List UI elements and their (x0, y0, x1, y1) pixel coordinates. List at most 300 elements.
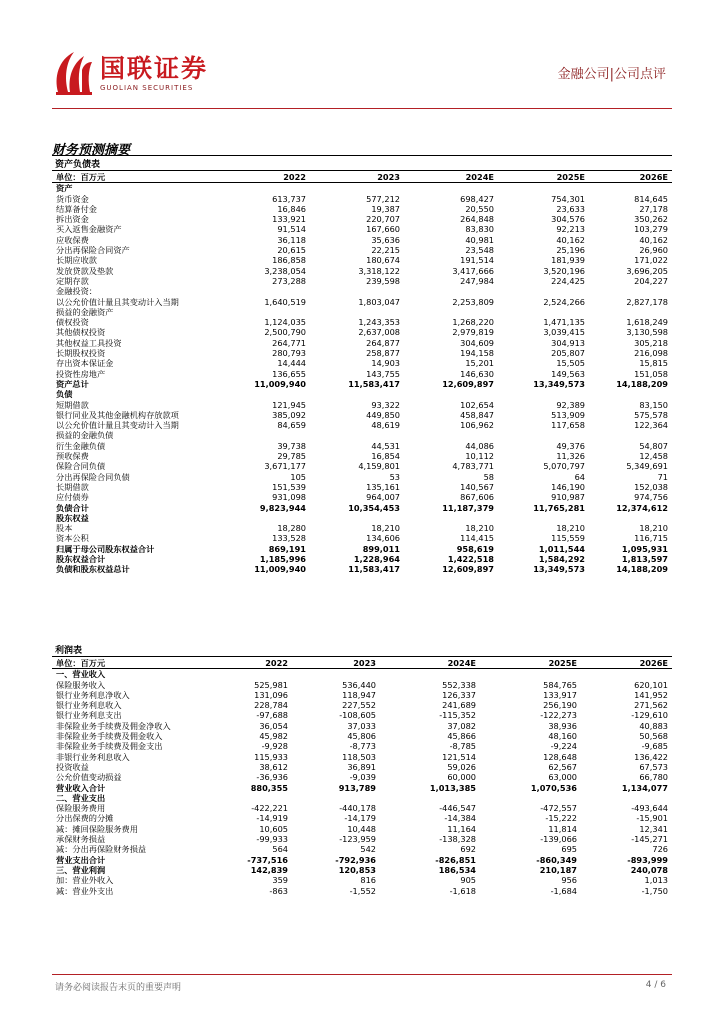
cell-value: 20,615 (277, 245, 306, 256)
cell-value: 122,364 (634, 420, 668, 431)
cell-value: 53 (389, 471, 400, 482)
table-row (52, 752, 672, 762)
table-row (52, 482, 672, 492)
cell-value: 151,058 (634, 368, 668, 379)
table-row (52, 875, 672, 885)
cell-value: -99,933 (256, 834, 288, 845)
cell-value (404, 389, 498, 399)
cell-value: 83,830 (465, 224, 494, 235)
cell-value: 11,164 (447, 823, 476, 834)
cell-value: 29,785 (277, 451, 306, 462)
cell-value: -440,178 (339, 803, 376, 814)
table-row (52, 276, 672, 286)
row-label: 定期存款 (56, 275, 89, 286)
year-header: 2025E (498, 172, 589, 183)
table-row (52, 204, 672, 214)
cell-value: 58 (483, 471, 494, 482)
cell-value: 305,218 (634, 337, 668, 348)
cell-value: -14,384 (444, 813, 476, 824)
table-row (52, 680, 672, 690)
cell-value: 120,853 (338, 864, 376, 875)
cell-value (498, 307, 589, 317)
cell-value: 38,936 (548, 720, 577, 731)
cell-value: 1,422,518 (447, 553, 494, 564)
cell-value (589, 183, 672, 194)
cell-value: -8,773 (349, 741, 376, 752)
cell-value: 11,814 (548, 823, 577, 834)
cell-value: 867,606 (460, 492, 494, 503)
row-label: 分出保费的分摊 (56, 813, 114, 824)
cell-value: -472,557 (540, 803, 577, 814)
cell-value: 5,349,691 (626, 461, 668, 472)
table-row (52, 358, 672, 368)
table-row (52, 721, 672, 731)
table-row (52, 472, 672, 482)
table-row (52, 762, 672, 772)
table-row (52, 513, 672, 523)
cell-value: 12,341 (639, 823, 668, 834)
cell-value: 3,671,177 (264, 461, 306, 472)
cell-value: 220,707 (366, 214, 400, 225)
cell-value: 956 (561, 875, 577, 886)
table-row (52, 855, 672, 865)
cell-value: 18,210 (639, 523, 668, 534)
cell-value: 115,933 (254, 751, 288, 762)
cell-value: 958,619 (456, 543, 494, 554)
cell-value: 37,033 (347, 720, 376, 731)
cell-value: 37,082 (447, 720, 476, 731)
cell-value (292, 669, 380, 680)
cell-value: 151,539 (272, 481, 306, 492)
cell-value: 12,609,897 (442, 378, 494, 389)
cell-value: 1,185,996 (259, 553, 306, 564)
row-label: 非保险业务手续费及佣金收入 (56, 731, 163, 742)
row-label: 银行业务利息净收入 (56, 689, 130, 700)
cell-value: 280,793 (272, 348, 306, 359)
cell-value: 449,850 (366, 409, 400, 420)
table-row (52, 430, 672, 440)
cell-value: -14,179 (344, 813, 376, 824)
year-header: 2025E (480, 658, 581, 669)
cell-value: 304,609 (460, 337, 494, 348)
cell-value: -1,750 (641, 885, 668, 896)
cell-value (380, 669, 480, 680)
cell-value (589, 389, 672, 399)
cell-value: 1,618,249 (626, 317, 668, 328)
cell-value: 118,503 (342, 751, 376, 762)
cell-value: 25,196 (556, 245, 585, 256)
cell-value: 194,158 (460, 348, 494, 359)
cell-value: 117,658 (551, 420, 585, 431)
row-label: 资产总计 (56, 378, 89, 389)
row-label: 损益的金融负债 (56, 430, 114, 441)
cell-value: 133,917 (543, 689, 577, 700)
footer-disclaimer: 请务必阅读报告末页的重要声明 (55, 983, 182, 993)
cell-value: 1,471,135 (543, 317, 585, 328)
cell-value: 240,078 (630, 864, 668, 875)
cell-value: -36,936 (256, 772, 288, 783)
cell-value: 11,765,281 (533, 502, 585, 513)
cell-value: 93,322 (371, 399, 400, 410)
unit-label: 单位：百万元 (52, 172, 210, 183)
cell-value (498, 286, 589, 296)
cell-value: 11,326 (556, 451, 585, 462)
cell-value: 12,374,612 (616, 502, 668, 513)
cell-value: -493,644 (631, 803, 668, 814)
cell-value: 36,891 (347, 761, 376, 772)
table-row (52, 317, 672, 327)
cell-value: -1,684 (550, 885, 577, 896)
cell-value (292, 793, 380, 803)
cell-value: -446,547 (439, 803, 476, 814)
row-label: 金融投资： (56, 286, 97, 297)
table-row (52, 824, 672, 834)
cell-value: 241,689 (442, 700, 476, 711)
table-row (52, 348, 672, 358)
row-label: 保险合同负债 (56, 461, 106, 472)
cell-value: 816 (360, 875, 376, 886)
cell-value: -9,224 (550, 741, 577, 752)
table-row (52, 214, 672, 224)
cell-value: 121,514 (442, 751, 476, 762)
row-label: 二、营业支出 (56, 792, 106, 803)
cell-value: 304,576 (551, 214, 585, 225)
cell-value: 45,806 (347, 731, 376, 742)
cell-value: 146,630 (460, 368, 494, 379)
table-row (52, 224, 672, 234)
table-row (52, 441, 672, 451)
cell-value (404, 307, 498, 317)
cell-value: 105 (290, 471, 306, 482)
cell-value: 149,563 (551, 368, 585, 379)
cell-value: -115,352 (439, 710, 476, 721)
cell-value (589, 286, 672, 296)
cell-value: 1,584,292 (538, 553, 585, 564)
row-label: 长期借款 (56, 481, 89, 492)
unit-label: 单位：百万元 (52, 658, 210, 669)
row-label: 资本公积 (56, 533, 89, 544)
cell-value: 84,659 (277, 420, 306, 431)
row-label: 银行业务利息支出 (56, 710, 122, 721)
cell-value: 3,130,598 (626, 327, 668, 338)
cell-value: 171,022 (634, 255, 668, 266)
cell-value: 45,866 (447, 731, 476, 742)
table-row (52, 813, 672, 823)
cell-value: 264,771 (272, 337, 306, 348)
row-label: 分出再保险合同负债 (56, 471, 130, 482)
row-label: 负债和股东权益总计 (56, 564, 130, 575)
cell-value: 692 (460, 844, 476, 855)
cell-value: -129,610 (631, 710, 668, 721)
cell-value: -108,605 (339, 710, 376, 721)
cell-value: 121,945 (272, 399, 306, 410)
cell-value: -15,901 (636, 813, 668, 824)
income-statement-table (52, 658, 672, 896)
cell-value: 1,243,353 (358, 317, 400, 328)
cell-value: 2,827,178 (626, 296, 668, 307)
table-row (52, 564, 672, 574)
row-label: 货币资金 (56, 193, 89, 204)
cell-value: 186,858 (272, 255, 306, 266)
cell-value: 67,573 (639, 761, 668, 772)
cell-value: -826,851 (435, 854, 476, 865)
cell-value: 54,807 (639, 440, 668, 451)
cell-value: -9,039 (349, 772, 376, 783)
cell-value: 1,013 (644, 875, 668, 886)
cell-value: 152,038 (634, 481, 668, 492)
cell-value: 913,789 (338, 782, 376, 793)
cell-value: 102,654 (460, 399, 494, 410)
cell-value (589, 513, 672, 523)
cell-value: 1,640,519 (264, 296, 306, 307)
cell-value (589, 307, 672, 317)
table-row (52, 731, 672, 741)
row-label: 投资性房地产 (56, 368, 106, 379)
row-label: 短期借款 (56, 399, 89, 410)
cell-value: 3,417,666 (452, 265, 494, 276)
row-label: 负债合计 (56, 502, 89, 513)
table-row (52, 492, 672, 502)
cell-value: 71 (657, 471, 668, 482)
cell-value: 880,355 (250, 782, 288, 793)
income-statement-title: 利润表 (55, 646, 83, 656)
cell-value: 27,178 (639, 203, 668, 214)
cell-value: 23,548 (465, 245, 494, 256)
cell-value: 964,007 (366, 492, 400, 503)
cell-value (310, 513, 404, 523)
cell-value: 18,210 (465, 523, 494, 534)
cell-value: 19,387 (371, 203, 400, 214)
cell-value: 40,981 (465, 234, 494, 245)
cell-value (210, 286, 310, 296)
cell-value: 9,823,944 (259, 502, 306, 513)
cell-value: 4,783,771 (452, 461, 494, 472)
cell-value: -138,328 (439, 834, 476, 845)
cell-value: -792,936 (335, 854, 376, 865)
row-label: 减：摊回保险服务费用 (56, 823, 138, 834)
table-row (52, 451, 672, 461)
cell-value: 92,213 (556, 224, 585, 235)
cell-value (404, 183, 498, 194)
cell-value: 1,228,964 (353, 553, 400, 564)
cell-value: 2,979,819 (452, 327, 494, 338)
cell-value: 224,425 (551, 275, 585, 286)
cell-value (480, 793, 581, 803)
cell-value: 103,279 (634, 224, 668, 235)
row-label: 分出再保险合同资产 (56, 245, 130, 256)
cell-value: 134,606 (366, 533, 400, 544)
row-label: 债权投资 (56, 317, 89, 328)
cell-value (310, 286, 404, 296)
cell-value: -1,618 (449, 885, 476, 896)
table-row (52, 554, 672, 564)
table-row (52, 400, 672, 410)
section-divider (52, 155, 672, 156)
cell-value: -863 (269, 885, 288, 896)
cell-value (310, 430, 404, 440)
cell-value: -422,221 (251, 803, 288, 814)
cell-value: 14,903 (371, 358, 400, 369)
table-row (52, 523, 672, 533)
cell-value: 1,070,536 (530, 782, 577, 793)
cell-value: 1,124,035 (264, 317, 306, 328)
cell-value: 273,288 (272, 275, 306, 286)
cell-value: 14,188,209 (616, 564, 668, 575)
balance-sheet-title: 资产负债表 (55, 160, 101, 170)
cell-value: 143,755 (366, 368, 400, 379)
cell-value: 385,092 (272, 409, 306, 420)
cell-value: 1,134,077 (621, 782, 668, 793)
cell-value (210, 669, 292, 680)
cell-value (210, 183, 310, 194)
cell-value: 11,009,940 (254, 564, 306, 575)
cell-value: 14,444 (277, 358, 306, 369)
report-category: 金融公司|公司点评 (557, 67, 666, 82)
row-label: 保险服务收入 (56, 679, 106, 690)
cell-value: 186,534 (438, 864, 476, 875)
cell-value: 542 (360, 844, 376, 855)
cell-value: 136,655 (272, 368, 306, 379)
cell-value: 126,337 (442, 689, 476, 700)
table-row (52, 741, 672, 751)
cell-value: -737,516 (247, 854, 288, 865)
cell-value: 216,098 (634, 348, 668, 359)
row-label: 资产 (56, 183, 73, 194)
row-label: 衍生金融负债 (56, 440, 106, 451)
cell-value: 146,190 (551, 481, 585, 492)
cell-value: 50,568 (639, 731, 668, 742)
cell-value: 91,514 (277, 224, 306, 235)
row-label: 买入返售金融资产 (56, 224, 122, 235)
cell-value: 13,349,573 (533, 564, 585, 575)
cell-value: 205,807 (551, 348, 585, 359)
cell-value: -123,959 (339, 834, 376, 845)
cell-value: -15,222 (545, 813, 577, 824)
cell-value: 133,921 (272, 214, 306, 225)
balance-sheet-rule (52, 170, 672, 171)
cell-value: 116,715 (634, 533, 668, 544)
cell-value: 62,567 (548, 761, 577, 772)
cell-value: 20,550 (465, 203, 494, 214)
row-label: 非保险业务手续费及佣金支出 (56, 741, 163, 752)
cell-value (404, 430, 498, 440)
cell-value: 36,054 (259, 720, 288, 731)
row-label: 银行同业及其他金融机构存放款项 (56, 409, 179, 420)
cell-value: 3,318,122 (358, 265, 400, 276)
cell-value (310, 389, 404, 399)
cell-value: 23,633 (556, 203, 585, 214)
cell-value: 11,187,379 (442, 502, 494, 513)
cell-value (210, 430, 310, 440)
cell-value: 26,960 (639, 245, 668, 256)
cell-value: 2,253,809 (452, 296, 494, 307)
cell-value: 525,981 (254, 679, 288, 690)
row-label: 负债 (56, 389, 73, 400)
cell-value: 3,520,196 (543, 265, 585, 276)
cell-value: 695 (561, 844, 577, 855)
cell-value: 359 (272, 875, 288, 886)
cell-value: 11,583,417 (348, 378, 400, 389)
row-label: 存出资本保证金 (56, 358, 114, 369)
cell-value: 584,765 (543, 679, 577, 690)
cell-value: 115,559 (551, 533, 585, 544)
cell-value: 18,210 (371, 523, 400, 534)
cell-value: 35,636 (371, 234, 400, 245)
row-label: 保险服务费用 (56, 803, 106, 814)
footer-divider (52, 974, 672, 975)
cell-value (480, 669, 581, 680)
cell-value: 2,637,008 (358, 327, 400, 338)
logo-english-name: GUOLIAN SECURITIES (100, 83, 194, 92)
table-row (52, 669, 672, 680)
cell-value: 11,583,417 (348, 564, 400, 575)
cell-value: -122,273 (540, 710, 577, 721)
table-row (52, 379, 672, 389)
row-label: 预收保费 (56, 451, 89, 462)
table-row (52, 803, 672, 813)
row-label: 加：营业外收入 (56, 875, 114, 886)
row-label: 非银行业务利息收入 (56, 751, 130, 762)
cell-value: 142,839 (250, 864, 288, 875)
row-label: 应付债券 (56, 492, 89, 503)
cell-value: 15,201 (465, 358, 494, 369)
row-label: 长期股权投资 (56, 348, 106, 359)
cell-value: 3,039,415 (543, 327, 585, 338)
cell-value: 36,118 (277, 234, 306, 245)
cell-value (498, 513, 589, 523)
cell-value: 114,415 (460, 533, 494, 544)
cell-value: 754,301 (551, 193, 585, 204)
cell-value: 106,962 (460, 420, 494, 431)
row-label: 股东权益合计 (56, 553, 106, 564)
cell-value: 16,846 (277, 203, 306, 214)
row-label: 非保险业务手续费及佣金净收入 (56, 720, 171, 731)
table-row (52, 793, 672, 803)
year-header: 2026E (589, 172, 672, 183)
cell-value: 64 (574, 471, 585, 482)
cell-value: 247,984 (460, 275, 494, 286)
cell-value: 131,096 (254, 689, 288, 700)
row-label: 归属于母公司股东权益合计 (56, 543, 155, 554)
cell-value (498, 430, 589, 440)
cell-value: -139,066 (540, 834, 577, 845)
cell-value: 10,448 (347, 823, 376, 834)
balance-sheet-table (52, 172, 672, 575)
row-label: 股本 (56, 523, 73, 534)
cell-value: 264,848 (460, 214, 494, 225)
cell-value: 814,645 (634, 193, 668, 204)
cell-value: 2,500,790 (264, 327, 306, 338)
row-label: 应收保费 (56, 234, 89, 245)
cell-value: -145,271 (631, 834, 668, 845)
cell-value: 2,524,266 (543, 296, 585, 307)
cell-value (210, 793, 292, 803)
row-label: 以公允价值计量且其变动计入当期 (56, 296, 179, 307)
table-row (52, 255, 672, 265)
cell-value: 83,150 (639, 399, 668, 410)
balance-header-row (52, 172, 672, 183)
year-header: 2026E (581, 658, 672, 669)
table-row (52, 533, 672, 543)
cell-value: -893,999 (627, 854, 668, 865)
cell-value: 44,531 (371, 440, 400, 451)
cell-value: 12,609,897 (442, 564, 494, 575)
header-divider (52, 108, 672, 109)
cell-value: 10,354,453 (348, 502, 400, 513)
table-row (52, 461, 672, 471)
row-label: 损益的金融资产 (56, 306, 114, 317)
cell-value: 698,427 (460, 193, 494, 204)
